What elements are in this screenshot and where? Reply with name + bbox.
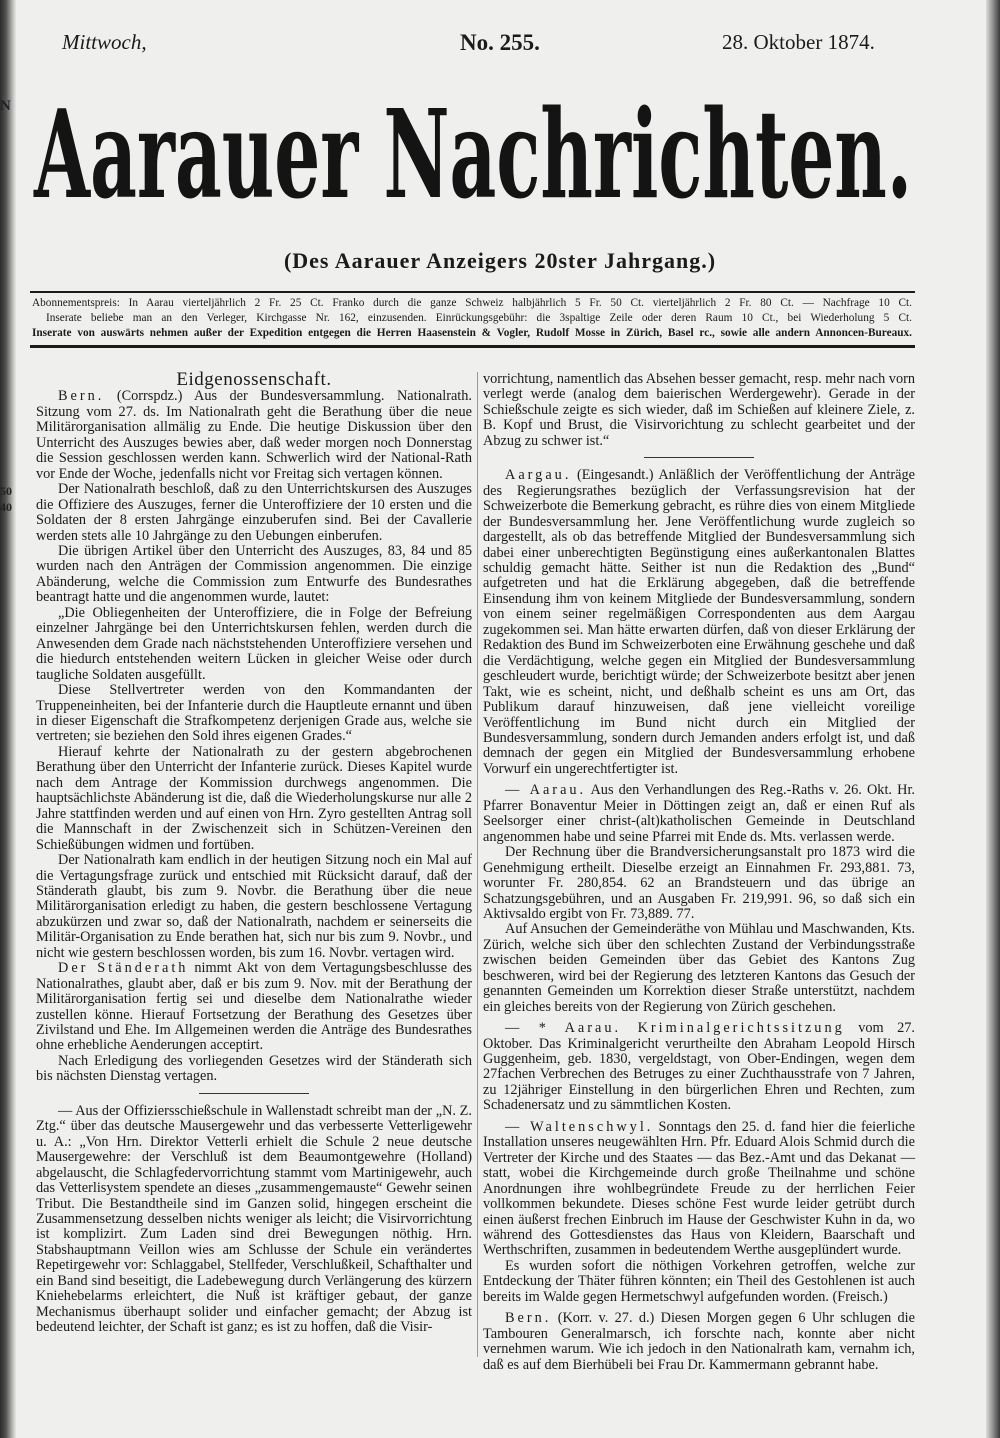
masthead-title <box>30 85 920 225</box>
binding-edge <box>0 0 16 1438</box>
margin-fragment: 50 <box>0 484 12 498</box>
article-text: Hierauf kehrte der Nationalrath zu der gestern abgebrochenen Berathung über den Unterricht der Infanterie zurück. Dieses Kapitel wurde nach dem Antrage der Kommission durchwegs angenommen. Die hauptsächlichste Abänderung ist die, daß die Wiederholungskurse nur alle 2 Jahre stattfinden werden und auf einen von Hrn. Zyro gestellten Antrag soll die Mannschaft in der Zwischenzeit sich in Schützen-Vereinen den Schießübungen widmen und fortüben. <box>36 743 472 853</box>
margin-fragment: N <box>0 98 11 114</box>
imprint-block <box>32 296 912 341</box>
article-text: Nach Erledigung des vorliegenden Gesetzes wird der Ständerath sich bis nächsten Dienstag vertagen. <box>36 1052 472 1085</box>
article-paragraph <box>36 1054 472 1085</box>
article-continuation: vorrichtung, namentlich das Absehen besser gemacht, resp. mehr nach vorn verlegt werde (analog dem baierischen Werdergewehr). Gerade in der Schießschule zeigte es sich wieder, daß im Schießen auf kleinere Ziele, z. B. Kopf und Brust, die Visirvorichtung zu schlecht gearbeitet und der Abzug zu schwer ist.“ <box>483 371 915 449</box>
article-text: nimmt Akt von dem Vertagungsbeschlusse des Nationalrathes, glaubt aber, daß er bis zum 9. Nov. mit der Berathung der Militärorganisation fertig sei und dieselbe dem Nationalrathe wieder zustellen könne. Hierauf Fortsetzung der Berathung des Gesetzes über Zivilstand und Ehe. Im Allgemeinen werden die Anträge des Bundesrathes ohne erhebliche Aenderungen acceptirt. <box>36 960 472 1054</box>
advert-agencies: Inserate von auswärts nehmen außer der Expedition entgegen die Herren Haasenstein & Vogler, Rudolf Mosse in Zürich, Basel rc., sowie alle andern Annoncen-Bureaux. <box>32 327 912 339</box>
article-paragraph <box>483 1259 915 1305</box>
masthead-subtitle: (Des Aarauer Anzeigers 20ster Jahrgang.) <box>283 248 717 273</box>
article-text: Aus den Verhandlungen des Reg.-Raths v. 26. Okt. Hr. Pfarrer Bonaventur Meier in Döttingen zeigt an, daß er einen Ruf als Seelsorger einer christ-(alt)katholischen Gemeinde in Deutschland angenommen habe und seine Pfarrei mit Ende ds. Mts. verlassen werde. <box>483 782 915 845</box>
article-paragraph <box>483 468 915 777</box>
column-divider <box>477 372 478 1357</box>
article-paragraph <box>483 922 915 1015</box>
article-text: (Corrspdz.) Aus der Bundesversammlung. Nationalrath. Sitzung vom 27. ds. Im Nationalrath geht die Berathung über die neue Militärorganisation allmälig zu Ende. Die heutige Diskussion über den Unterricht des Auszuges bewies aber, daß weder morgen noch Donnerstag die Session geschlossen werden kann. Schwerlich wird der National-Rath vor Ende der Woche, jedenfalls nicht vor Freitag sich vertagen können. <box>36 388 472 482</box>
article-paragraph: — Aus der Offiziersschießschule in Wallenstadt schreibt man der „N. Z. Ztg.“ über das deutsche Mausergewehr und das verbesserte Vetterligewehr u. A.: „Von Hrn. Direktor Vetterli erhielt die Schule 2 neue deutsche Mausergewehre: der Verschluß ist dem Beaumontgewehre (Holland) abgelauscht, die Schlagfedervorrichtung stammt vom Martinigewehr, auch das Vetterlisystem spendete an dieses „zusammengemauste“ Gewehr seinen Tribut. Die Bestandtheile sind im Ganzen solid, hingegen erscheint die Zusammensetzung desselben nichts weniger als leicht; die Visirvorrichtung ist komplizirt. Zum Laden sind drei Bewegungen nöthig. Hrn. Stabshauptmann Veillon wies am Schlusse der Schule ein verändertes Repetirgewehr vor: Schlaggabel, Stellfeder, Verschlußkeil, Schafthalter und ein Band sind beseitigt, die Ladebewegung durch Verlängerung des kürzern Kniehebelarms erleichtert, die Nuß ist kräftiger gebaut, der ganze Mechanismus überhaupt solider und einfacher gemacht; der Abzug ist bedeutend leichter, der Schaft ist ganz; es ist zu hoffen, daß die Visir- <box>36 1102 472 1336</box>
article-text: Die übrigen Artikel über den Unterricht des Auszuges, 83, 84 und 85 wurden nach den Anträgen der Commission angenommen. Die einzige Abänderung, welche die Commission zum Entwurfe des Bundesrathes beantragt hatte und die angenommen wurde, lautet: <box>36 542 472 606</box>
column-left <box>36 369 472 1336</box>
article-list <box>36 389 472 1084</box>
weekday: Mittwoch, <box>62 30 147 54</box>
article-paragraph <box>36 683 472 745</box>
subscription-price: Abonnementspreis: In Aarau vierteljährlich 2 Fr. 25 Ct. Franko durch die ganze Schweiz halbjährlich 5 Fr. 50 Ct. vierteljährlich 2 Fr. 80 Ct. — Nachfrage 10 Ct. <box>32 297 912 309</box>
column-right <box>483 372 915 1373</box>
article-paragraph <box>36 606 472 683</box>
issue-date: 28. Oktober 1874. <box>722 30 875 54</box>
advert-terms: Inserate beliebe man an den Verleger, Kirchgasse Nr. 162, einzusenden. Einrückungsgebühr: die 3spaltige Zeile oder deren Raum 10 Ct., bei Wiederholung 5 Ct. <box>46 312 912 324</box>
article-paragraph <box>483 1021 915 1114</box>
divider <box>30 345 915 348</box>
article-paragraph <box>483 783 915 845</box>
article-paragraph <box>36 745 472 853</box>
article-dateline: Bern. <box>505 1310 552 1327</box>
article-text: (Eingesandt.) Anläßlich der Veröffentlichung der Anträge des Regierungsrathes bezüglich der Verfassungsrevision hat der Schweizerbote die Bemerkung gebracht, es rühre dies von einem Mitgliede der Bundesversammlung her. Jene Veröffentlichung wurde zugleich so dargestellt, als ob das betreffende Mitglied der Bundesversammlung sich dabei einer unberechtigten Begünstigung eines außerkantonalen Blattes schuldig gemacht hätte. Seither ist nun die Redaktion des „Bund“ aufgetreten und hat die Erklärung abgegeben, daß die betreffende Einsendung ihm von keinem Mitgliede der Bundesversammlung, sondern von einem seiner regelmäßigen Correspondenten aus dem Aargau zugekommen sei. Man hätte erwarten dürfen, daß von dieser Erklärung der Redaktion des Bund im Schweizerboten eine Erwähnung geschehe und daß die Verdächtigung, welche gegen ein Mitglied der Bundesversammlung geschleudert wurde, berichtigt würde; der Schweizerbote besitzt aber jenen Takt, wie es scheint, nicht, und deßhalb scheint es uns am Ort, das Publikum darauf hinzuweisen, daß jene vielleicht voreilige Veröffentlichung im Bund nicht durch ein Mitglied der Bundesversammlung, sondern durch Jemanden anders erfolgt ist, und daß demnach der gegen ein Mitglied der Bundesversammlung erhobene Vorwurf ein ungerechtfertigter ist. <box>483 467 915 777</box>
divider <box>199 1093 309 1094</box>
article-dateline: Bern. <box>58 388 105 405</box>
article-list <box>483 468 915 1373</box>
article-paragraph <box>483 1120 915 1259</box>
section-heading: Eidgenossenschaft. <box>176 369 332 390</box>
masthead-text: Aarauer Nachrichten. <box>33 85 913 225</box>
article-dateline: Aargau. <box>505 467 572 484</box>
article-paragraph <box>36 544 472 606</box>
article-text: Der Rechnung über die Brandversicherungsanstalt pro 1873 wird die Genehmigung ertheilt. Dieselbe erzeigt an Einnahmen Fr. 293,881. 73, worunter Fr. 280,854. 62 an Brandsteuern und das übrige an Schatzungsgebühren, und an Ausgaben Fr. 219,991. 96, so daß sich ein Aktivsaldo ergibt von Fr. 73,889. 77. <box>483 844 915 922</box>
article-text: Auf Ansuchen der Gemeinderäthe von Mühlau und Maschwanden, Kts. Zürich, welche sich über den schlechten Zustand der Verbindungsstraße zwischen beiden Gemeinden über das Gebiet des Kantons Zug beschweren, wird bei der Regierung des letzteren Kantons das Gesuch der genannten Gemeinden um Korrektion dieser Straße unterstützt, nachdem ein gleiches bereits von der Regierung von Zürich geschehen. <box>483 921 915 1015</box>
article-text: Diese Stellvertreter werden von den Kommandanten der Truppeneinheiten, bei der Infanterie durch die Hauptleute ernannt und üben in dieser Eigenschaft die Strafkompetenz derjenigen Grade aus, welche sie vertreten; sie beziehen den Sold ihres eigenen Grades.“ <box>36 682 472 745</box>
article-paragraph <box>36 961 472 1054</box>
article-dateline: Der Ständerath <box>58 960 189 977</box>
article-text: Der Nationalrath kam endlich in der heutigen Sitzung noch ein Mal auf die Vertagungsfrage zurück und entschied mit Rücksicht darauf, daß der Ständerath glaubt, bis zum 9. Novbr. die Berathung über die neue Militärorganisation erledigt zu haben, die gestern beschlossene Vertagung abzukürzen und zwar so, daß der Nationalrath, nachdem er seinerseits die Militär-Organisation zu Ende berathen hat, sich nur bis zum 9. Novbr., und nicht wie gestern beschlossen worden, bis zum 16. Novbr. vertagen wird. <box>36 852 472 961</box>
article-dateline: — * Aarau. Kriminalgerichtssitzung <box>505 1020 845 1037</box>
divider <box>644 457 754 458</box>
article-paragraph <box>36 482 472 544</box>
page-edge <box>986 0 1000 1438</box>
article-text: „Die Obliegenheiten der Unteroffiziere, die in Folge der Befreiung einzelner Jahrgänge bei den Unterrichtskursen fehlen, werden durch die Anwesenden dem Grade nach nächststehenden Unteroffiziere versehen und die hiedurch entstehenden weitern Lücken in gleicher Weise oder durch taugliche Soldaten ausgefüllt. <box>36 604 472 683</box>
article-text: (Korr. v. 27. d.) Diesen Morgen gegen 6 Uhr schlugen die Tambouren Generalmarsch, ich forschte nach, konnte aber nicht vernehmen warum. Wie ich jedoch in den Nationalrath kam, vernahm ich, daß es auf dem Bierhübeli bei Frau Dr. Kammermann gebrannt habe. <box>483 1310 915 1373</box>
margin-fragment: 40 <box>0 500 12 514</box>
article-paragraph <box>483 1311 915 1373</box>
article-paragraph <box>36 389 472 482</box>
article-text: Der Nationalrath beschloß, daß zu den Unterrichtskursen des Auszuges die Offiziere des Auszuges, ferner die Unteroffiziere der 10 ersten und die Soldaten der 8 ersten Jahrgänge einzuberufen sind. Bei der Cavallerie werden stets alle 10 Jahrgänge zu den Uebungen einberufen. <box>36 481 472 544</box>
article-paragraph <box>36 853 472 961</box>
issue-number: No. 255. <box>460 30 540 55</box>
article-dateline: — Waltenschwyl. <box>505 1118 654 1135</box>
article-text: Sonntags den 25. d. fand hier die feierliche Installation unseres neugewählten Hrn. Pfr. Eduard Alois Schmid durch die Vertreter der Kirche und des Staates — das Bez.-Amt und das Dekanat — statt, wobei die Kirchgemeinde durch große Theilnahme und schöne Anordnungen ihre wohlbegründete Freude zu der herrlichen Feier vollkommen bekundete. Dieses schöne Fest wurde leider getrübt durch einen äußerst frechen Einbruch im Hause der Geschwister Kuhn in da, wo während des Gottesdienstes das Haus von Kleidern, Baarschaft und Werthschriften, zusammen in bedeutendem Werthe ausgeplündert wurde. <box>483 1118 916 1259</box>
article-text: Es wurden sofort die nöthigen Vorkehren getroffen, welche zur Entdeckung der Thäter führen könnten; ein Theil des Gestohlenen ist auch bereits im Walde gegen Hermetschwyl aufgefunden worden. (Freisch.) <box>483 1257 915 1305</box>
article-paragraph <box>483 845 915 922</box>
article-dateline: — Aarau. <box>505 782 587 799</box>
article-text: vom 27. Oktober. Das Kriminalgericht verurtheilte den Abraham Leopold Hirsch Guggenheim, geb. 1830, vergeldstagt, von Ober-Endingen, wegen dem 27fachen Verbrechen des Betruges zu einer Zuchthausstrafe von 7 Jahren, zu 12jähriger Einstellung in den bürgerlichen Ehren und Rechten, zum Schadenersatz und zu sämmtlichen Kosten. <box>483 1020 915 1114</box>
divider <box>30 291 915 293</box>
